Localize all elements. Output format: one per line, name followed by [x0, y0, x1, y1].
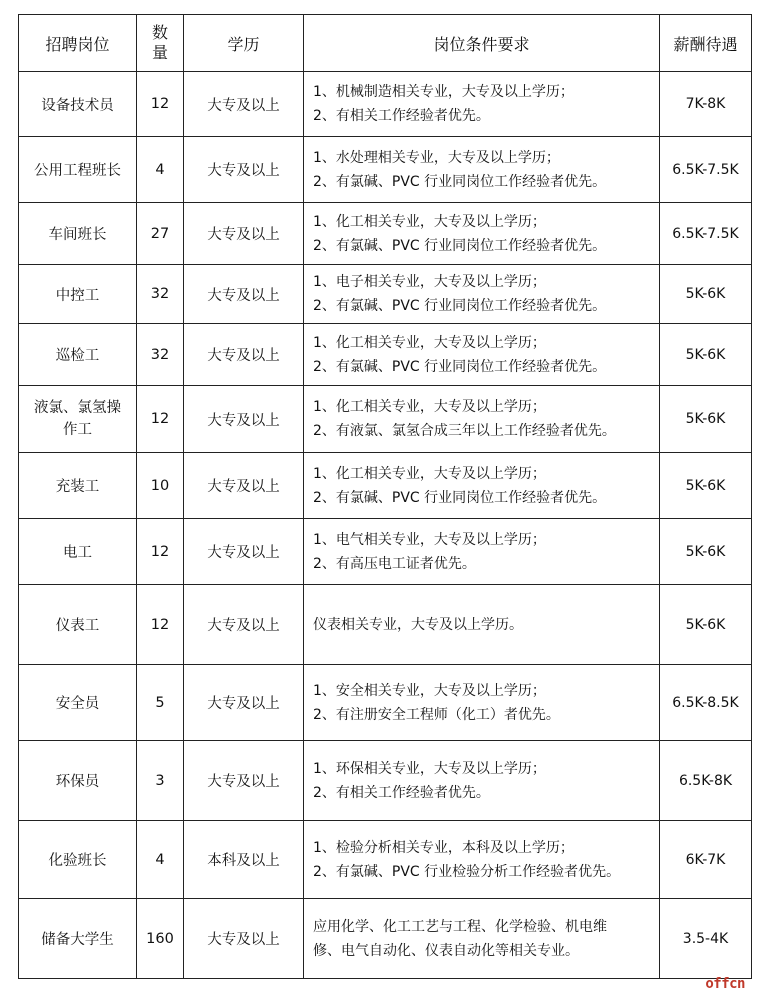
cell-salary: 5K-6K	[660, 453, 752, 519]
cell-education: 大专及以上	[184, 324, 304, 386]
cell-requirements	[304, 203, 660, 265]
cell-quantity: 12	[137, 519, 184, 585]
requirement-line: 1、水处理相关专业，大专及以上学历；	[313, 149, 560, 166]
cell-education: 大专及以上	[184, 519, 304, 585]
cell-salary: 5K-6K	[660, 585, 752, 665]
cell-position: 环保员	[19, 741, 137, 821]
requirement-line: 2、有氯碱、PVC 行业同岗位工作经验者优先。	[313, 358, 607, 375]
requirement-line: 2、有高压电工证者优先。	[313, 555, 476, 572]
cell-education: 大专及以上	[184, 585, 304, 665]
requirement-line: 1、电子相关专业，大专及以上学历；	[313, 274, 546, 290]
cell-quantity: 4	[137, 821, 184, 899]
requirement-line: 应用化学、化工工艺与工程、化学检验、机电维	[313, 918, 607, 935]
cell-salary: 5K-6K	[660, 519, 752, 585]
header-position: 招聘岗位	[19, 15, 137, 72]
header-requirements: 岗位条件要求	[304, 15, 660, 72]
table-row	[19, 519, 752, 585]
cell-salary: 6.5K-8.5K	[660, 665, 752, 741]
cell-position: 安全员	[19, 665, 137, 741]
cell-requirements	[304, 821, 660, 899]
requirement-line: 2、有氯碱、PVC 行业同岗位工作经验者优先。	[313, 173, 607, 190]
cell-quantity: 12	[137, 386, 184, 453]
table-row	[19, 453, 752, 519]
cell-quantity: 10	[137, 453, 184, 519]
cell-quantity: 160	[137, 899, 184, 979]
requirement-line: 修、电气自动化、仪表自动化等相关专业。	[313, 942, 579, 959]
cell-education: 大专及以上	[184, 386, 304, 453]
cell-salary: 6K-7K	[660, 821, 752, 899]
cell-requirements	[304, 899, 660, 979]
header-quantity-line1: 数	[151, 23, 168, 42]
cell-quantity: 12	[137, 585, 184, 665]
cell-salary: 5K-6K	[660, 265, 752, 324]
requirement-line: 仪表相关专业，大专及以上学历。	[313, 616, 523, 633]
cell-education: 本科及以上	[184, 821, 304, 899]
cell-salary: 3.5-4K	[660, 899, 752, 979]
cell-requirements	[304, 137, 660, 203]
requirement-line: 2、有氯碱、PVC 行业同岗位工作经验者优先。	[313, 489, 607, 506]
requirement-line: 1、化工相关专业，大专及以上学历；	[313, 399, 546, 415]
cell-position: 充装工	[19, 453, 137, 519]
cell-salary: 6.5K-7.5K	[660, 137, 752, 203]
header-education: 学历	[184, 15, 304, 72]
cell-requirements	[304, 324, 660, 386]
cell-quantity: 4	[137, 137, 184, 203]
cell-quantity: 5	[137, 665, 184, 741]
requirement-line: 2、有氯碱、PVC 行业同岗位工作经验者优先。	[313, 237, 607, 254]
cell-position: 化验班长	[19, 821, 137, 899]
cell-position: 电工	[19, 519, 137, 585]
cell-quantity: 12	[137, 72, 184, 137]
table-row	[19, 741, 752, 821]
requirement-line: 2、有氯碱、PVC 行业检验分析工作经验者优先。	[313, 863, 621, 880]
cell-requirements	[304, 585, 660, 665]
cell-salary: 7K-8K	[660, 72, 752, 137]
header-row	[19, 15, 752, 72]
cell-requirements	[304, 741, 660, 821]
table-row	[19, 265, 752, 324]
table-row	[19, 203, 752, 265]
position-line: 作工	[63, 422, 92, 438]
cell-education: 大专及以上	[184, 453, 304, 519]
cell-education: 大专及以上	[184, 265, 304, 324]
cell-quantity: 27	[137, 203, 184, 265]
cell-position: 仪表工	[19, 585, 137, 665]
cell-position: 车间班长	[19, 203, 137, 265]
requirement-line: 2、有相关工作经验者优先。	[313, 784, 490, 801]
header-quantity	[137, 15, 184, 72]
table-row	[19, 821, 752, 899]
table-row	[19, 324, 752, 386]
cell-education: 大专及以上	[184, 72, 304, 137]
cell-quantity: 32	[137, 324, 184, 386]
header-quantity-line2: 量	[151, 43, 168, 62]
cell-position: 设备技术员	[19, 72, 137, 137]
offcn-watermark: offcn	[705, 976, 745, 992]
cell-education: 大专及以上	[184, 137, 304, 203]
requirement-line: 1、化工相关专业，大专及以上学历；	[313, 465, 546, 482]
table-row	[19, 72, 752, 137]
cell-salary: 5K-6K	[660, 386, 752, 453]
cell-requirements	[304, 453, 660, 519]
requirement-line: 1、电气相关专业，大专及以上学历；	[313, 531, 546, 548]
recruitment-table	[18, 14, 752, 979]
requirement-line: 2、有相关工作经验者优先。	[313, 108, 490, 124]
table-row	[19, 665, 752, 741]
cell-quantity: 3	[137, 741, 184, 821]
requirement-line: 1、环保相关专业，大专及以上学历；	[313, 760, 546, 777]
cell-position	[19, 386, 137, 453]
cell-position: 公用工程班长	[19, 137, 137, 203]
cell-requirements	[304, 519, 660, 585]
cell-salary: 6.5K-8K	[660, 741, 752, 821]
table-row	[19, 585, 752, 665]
position-line: 液氯、氯氢操	[34, 400, 121, 416]
cell-requirements	[304, 386, 660, 453]
cell-quantity: 32	[137, 265, 184, 324]
requirement-line: 2、有液氯、氯氢合成三年以上工作经验者优先。	[313, 423, 616, 439]
requirement-line: 1、检验分析相关专业，本科及以上学历；	[313, 839, 574, 856]
table-row	[19, 137, 752, 203]
requirement-line: 2、有注册安全工程师（化工）者优先。	[313, 706, 560, 723]
requirement-line: 1、安全相关专业，大专及以上学历；	[313, 682, 546, 699]
cell-education: 大专及以上	[184, 665, 304, 741]
cell-requirements	[304, 265, 660, 324]
cell-position: 中控工	[19, 265, 137, 324]
cell-education: 大专及以上	[184, 899, 304, 979]
cell-salary: 6.5K-7.5K	[660, 203, 752, 265]
requirement-line: 1、化工相关专业，大专及以上学历；	[313, 334, 546, 351]
cell-salary: 5K-6K	[660, 324, 752, 386]
requirement-line: 1、化工相关专业，大专及以上学历；	[313, 213, 546, 230]
cell-requirements	[304, 665, 660, 741]
cell-education: 大专及以上	[184, 203, 304, 265]
cell-education: 大专及以上	[184, 741, 304, 821]
cell-requirements	[304, 72, 660, 137]
requirement-line: 2、有氯碱、PVC 行业同岗位工作经验者优先。	[313, 298, 607, 314]
requirement-line: 1、机械制造相关专业，大专及以上学历；	[313, 84, 574, 100]
table-row	[19, 386, 752, 453]
cell-position: 巡检工	[19, 324, 137, 386]
cell-position: 储备大学生	[19, 899, 137, 979]
table-row	[19, 899, 752, 979]
header-salary: 薪酬待遇	[660, 15, 752, 72]
